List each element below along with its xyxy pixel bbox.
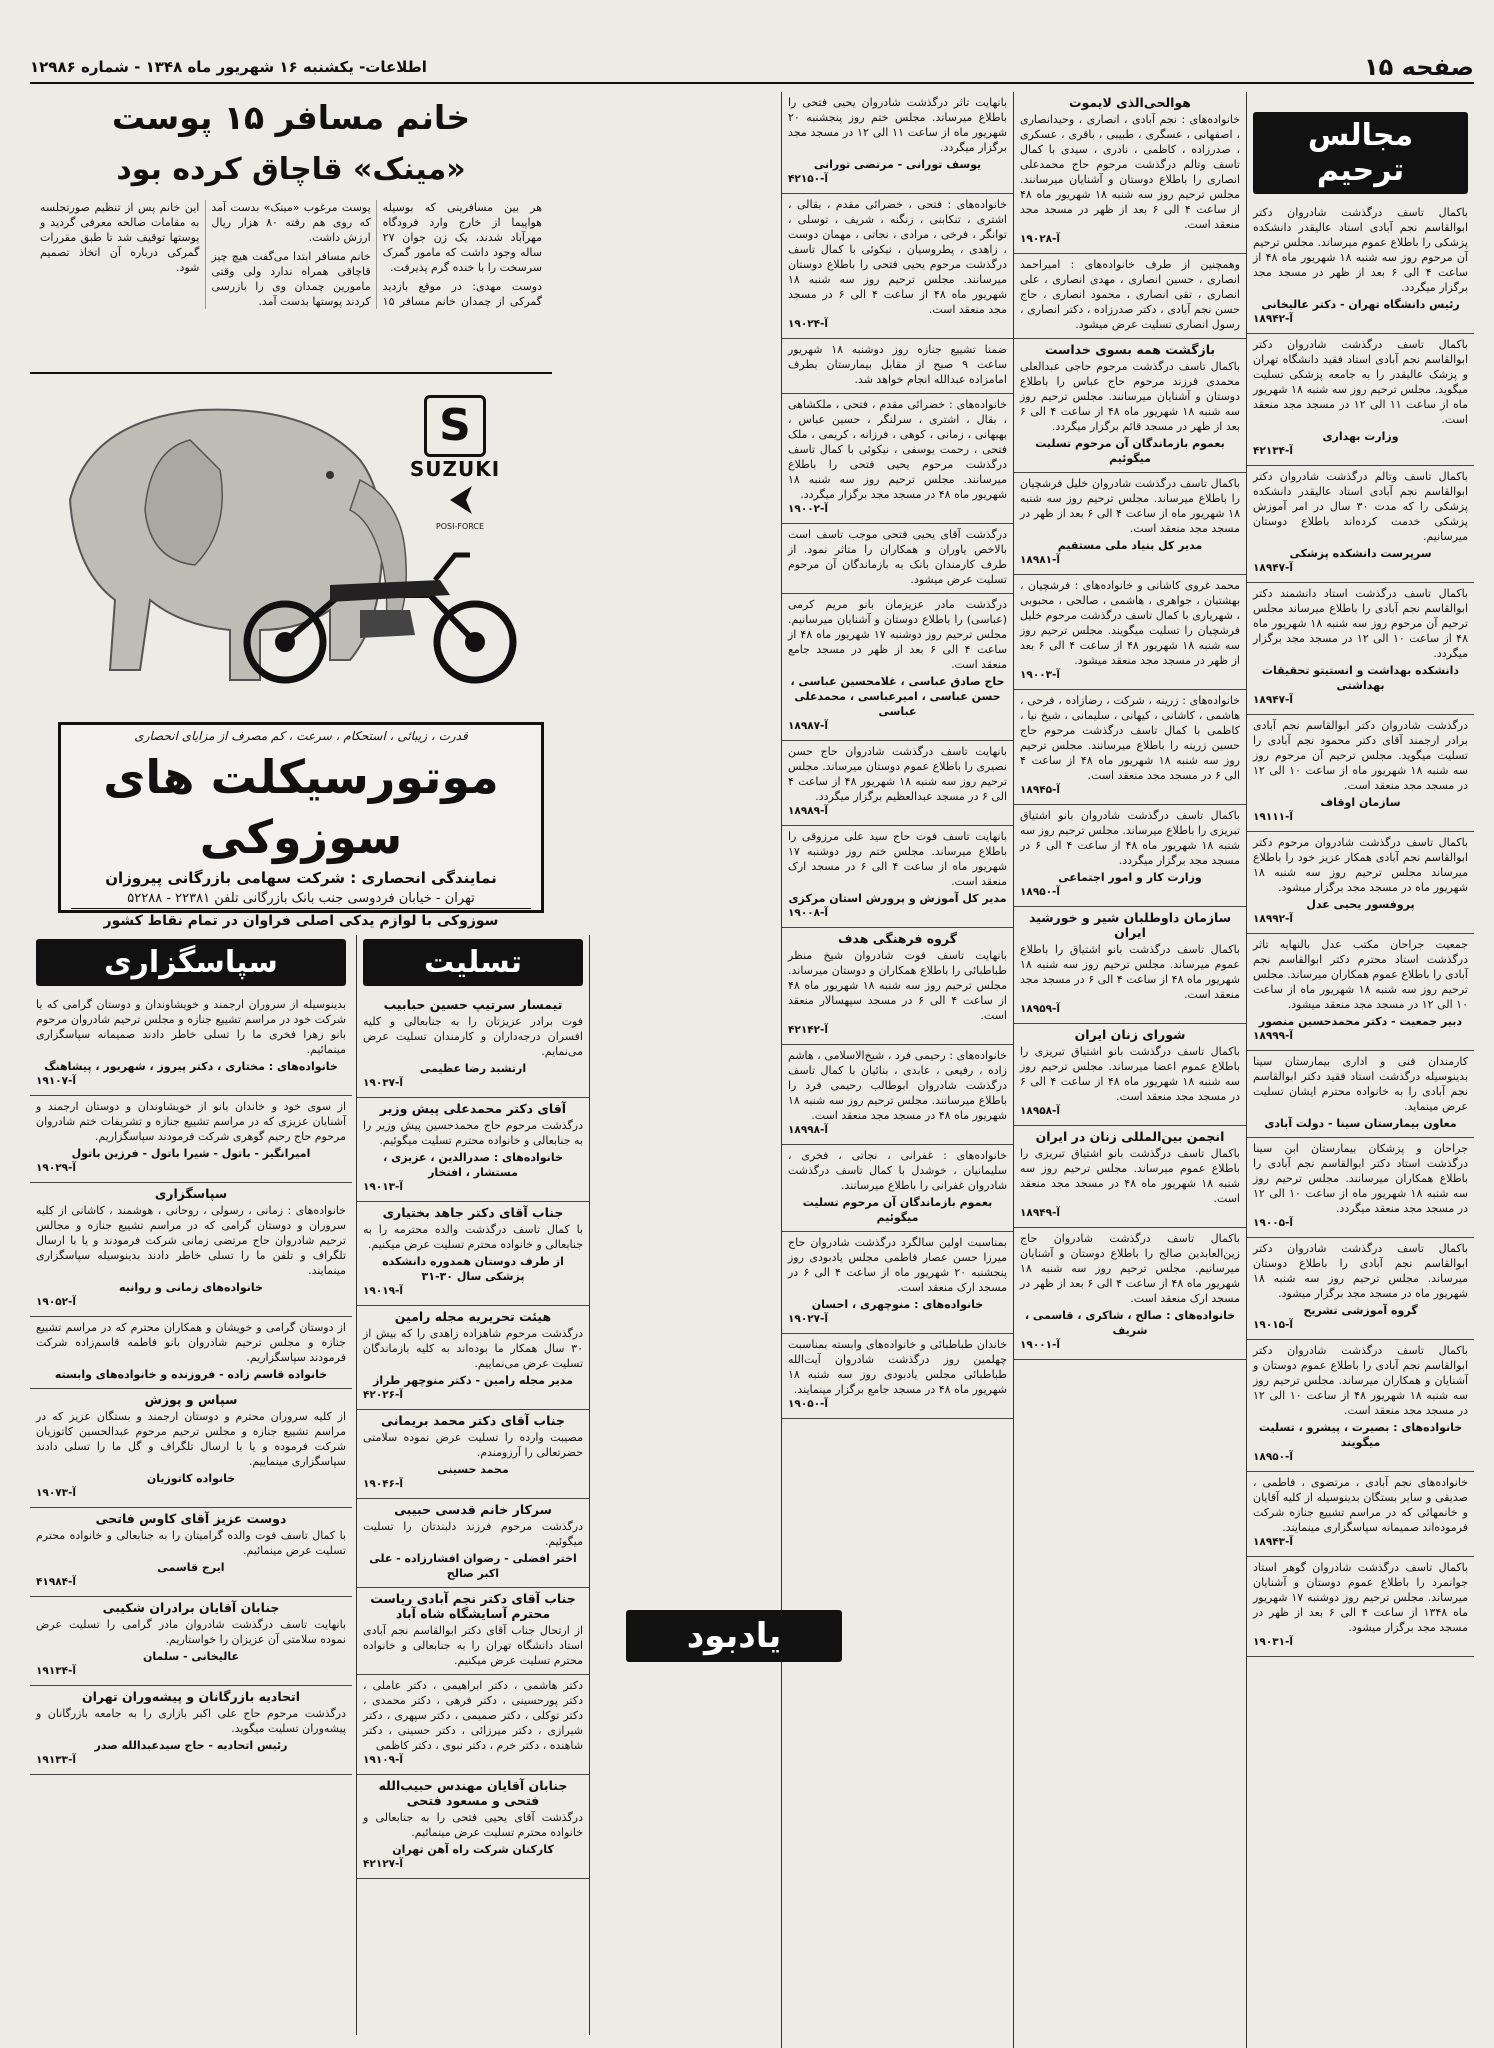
yadbood-block — [620, 1606, 848, 1668]
notice-body: بمناسبت اولین سالگرد درگذشت شادروان حاج میرزا حسن عصار فاطمی مجلس یادبودی روز پنجشنبه ۲۰ شهریور ماه از ساعت ۴ الی ۶ در مسجد ارک منعقد است. — [788, 1236, 1007, 1294]
notice-body: خانواده‌های : غفرانی ، نجاتی ، فخری ، سلیمانیان ، خوشدل با کمال تاسف درگذشت شادروان غفرانی را باطلاع میرسانند. — [788, 1149, 1007, 1192]
notice — [357, 1775, 589, 1879]
posi-force-label: POSI-FORCE — [435, 522, 485, 531]
notice — [1014, 1024, 1246, 1126]
notice-body: درگذشت مرحوم شاهزاده زاهدی را که بیش از ۳۰ سال همکار ما بوده‌اند به کلیه بازماندگان تسلیت عرض می‌نماییم. — [363, 1327, 583, 1370]
notice-code: آ-۱۹۱۱۱ — [1253, 811, 1294, 823]
notice-body: بانهایت تاسف درگذشت شادروان حاج حسن نصیری را باطلاع عموم دوستان میرساند. مجلس ترحیم روز سه شنبه ۱۸ شهریور ۴۸ از ساعت ۴ الی ۶ در مسجد عبدالعظیم برگزار میگردد. — [788, 745, 1008, 803]
notice — [1247, 1557, 1474, 1657]
notice-code: آ-۱۸۹۵۸ — [1020, 1105, 1061, 1117]
notice-code: آ-۱۸۹۸۹ — [788, 805, 829, 817]
ad-tagline: قدرت ، زیبائی ، استحکام ، سرعت ، کم مصرف از مزایای انحصاری — [134, 729, 468, 743]
notice-title: گروه فرهنگی هدف — [838, 931, 957, 946]
notice — [1247, 1051, 1474, 1138]
notice-body: باکمال تاسف درگذشت شادروان مرحوم دکتر ابوالقاسم نجم آبادی همکار عزیز خود را باطلاع میرساند مجلس ترحیم روز سه شنبه ۱۸ شهریور ماه در مسجد مجد برگزار میشود. — [1253, 836, 1468, 894]
story-headline-1: خانم مسافر ۱۵ پوست — [111, 98, 471, 137]
notice — [1247, 202, 1474, 334]
notice-signature: خانواده‌های : منوچهری ، احسان — [811, 1298, 984, 1311]
notice-signature: سرپرست دانشکده پزشکی — [1289, 547, 1432, 560]
notice — [1014, 1228, 1246, 1360]
notice-body: باکمال تاسف درگذشت استاد دانشمند دکتر ابوالقاسم نجم آبادی را باطلاع میرساند مجلس ترحیم آن مرحوم روز سه شنبه ۱۸ شهریور ماه ۴۸ از ساعت ۱۰ الی ۱۲ در مسجد مجد برگزار میگردد. — [1253, 587, 1468, 660]
notice-code: آ-۴۲۱۳۴ — [1253, 445, 1294, 457]
notice-body: باکمال تاسف درگذشت شادروان بانو اشتیاق تبریزی را باطلاع میرساند. مجلس ترحیم روز سه شنبه ۱۸ شهریور ماه ۴۸ از ساعت ۴ الی ۶ در مسجد مجد برگزار میگردد. — [1020, 809, 1240, 867]
notice-body: باکمال تاسف درگذشت بانو اشتیاق تبریزی را باطلاع عموم اعضا میرساند. مجلس ترحیم روز سه شنبه ۱۸ شهریور ماه ۴۸ از ساعت ۴ الی ۶ در مسجد مجد منعقد است. — [1020, 1045, 1240, 1103]
notice — [1247, 934, 1474, 1051]
ad-dealer: نمایندگی انحصاری : شرکت سهامی بازرگانی پیروزان — [105, 869, 497, 887]
notice-code: آ-۱۹۰۳۷ — [363, 1077, 404, 1089]
notice-code: آ-۱۹۰۱۵ — [1253, 1319, 1294, 1331]
notice-body: از دوستان گرامی و خویشان و همکاران محترم که در مراسم تشییع جنازه و مجلس ترحیم شادروان بانو فاطمه قاسم‌زاده شرکت فرمودند سپاسگزاریم. — [36, 1321, 346, 1364]
notice-code: آ-۴۲۰۲۶ — [363, 1389, 404, 1401]
notice-body: ضمنا تشییع جنازه روز دوشنبه ۱۸ شهریور ساعت ۹ صبح از مقابل بیمارستان بطرف امامزاده عبدالله انجام خواهد شد. — [788, 343, 1007, 386]
notice — [1247, 334, 1474, 466]
notice-code: آ-۱۸۹۴۷ — [1253, 694, 1294, 706]
suzuki-wordmark: SUZUKI — [409, 457, 501, 481]
notice-signature: رئیس دانشگاه تهران - دکتر عالیخانی — [1261, 298, 1460, 311]
notice-code: آ-۱۸۹۹۲ — [1253, 913, 1294, 925]
notice-code: آ-۱۸۹۸۱ — [1020, 554, 1061, 566]
masthead: اطلاعات- یکشنبه ۱۶ شهریور ماه ۱۳۴۸ - شماره ۱۲۹۸۶ — [30, 58, 427, 76]
story-paragraph: خانم مسافر ابتدا می‌گفت هیچ چیز قاچاقی همراه ندارد ولی وقتی مامورین چمدان وی را بازرسی کردند پوستها بدست آمد. — [211, 250, 371, 308]
notice-signature: معاون بیمارستان سینا - دولت آبادی — [1264, 1117, 1457, 1130]
notice-list — [1247, 202, 1474, 1657]
notice-code: آ-۱۸۹۵۹ — [1020, 1003, 1061, 1015]
notice — [357, 994, 589, 1098]
notice-signature: امیرانگیز - باتول - شیرا باتول - فرزین باتول — [71, 1147, 311, 1160]
notice-body: بدینوسیله از سروران ارجمند و خویشاوندان و دوستان گرامی که با شرکت خود در مراسم تشییع جنازه و مجلس ترحیم شادروان مرحوم بانو زهرا فخری ما را تسلی خاطر دادند صمیمانه سپاسگزاری مینمائیم. — [36, 998, 346, 1056]
notice-signature: گروه آموزشی تشریح — [1303, 1304, 1418, 1317]
notice-list — [30, 994, 352, 1775]
posi-force-badge — [430, 480, 490, 531]
notice — [782, 194, 1013, 339]
notice-code: آ-۱۹۰۴۶ — [363, 1478, 404, 1490]
notice — [782, 826, 1013, 928]
notice-code: آ-۱۹۱۰۹ — [363, 1754, 404, 1766]
notice — [357, 1306, 589, 1410]
notice-code: آ-۱۹۱۳۳ — [36, 1754, 77, 1766]
notice-code: آ-۱۹۰۲۷ — [788, 1313, 829, 1325]
notice — [30, 1096, 352, 1183]
column-majales-right — [1246, 92, 1474, 2048]
notice — [782, 741, 1013, 826]
notice — [1247, 466, 1474, 583]
notice-title: سازمان داوطلبان شیر و خورشید ایران — [1028, 910, 1232, 940]
notice-body: درگذشت مرحوم حاج محمدحسین پیش وزیر را به جنابعالی و خانواده محترم تسلیت میگوئیم. — [363, 1119, 583, 1147]
notice-body: خانواده‌های : رحیمی فرد ، شیخ‌الاسلامی ، هاشم زاده ، رفیعی ، عابدی ، بنائیان با کمال تاسف درگذشت شادروان ابوطالب رحیمی فرد را باطلاع میرسانند. مجلس ترحیم روز سه شنبه ۱۸ شهریور ماه ۴۸ در مسجد مجد منعقد است. — [788, 1049, 1007, 1122]
notice-body: باکمال تاسف درگذشت شادروان گوهر استاد جوانمرد را باطلاع عموم دوستان و آشنایان میرساند. مجلس ترحیم روز دوشنبه ۱۷ شهریور ماه ۱۳۴۸ از ساعت ۴ الی ۶ بعد از ظهر در مسجد مجد برگزار میشود. — [1253, 1561, 1468, 1634]
notice-body: فوت برادر عزیزتان را به جنابعالی و کلیه افسران درجه‌داران و کارمندان تسلیت عرض می‌نمایم. — [363, 1015, 583, 1058]
notice-body: خانواده‌های نجم آبادی ، مرتضوی ، فاطمی ، صدیقی و سایر بستگان بدینوسیله از کلیه آقایان و خانمهائی که در مراسم تشییع جنازه شرکت فرموده‌اند صمیمانه سپاسگزاری مینمایند. — [1253, 1476, 1468, 1534]
notice-body: باکمال تاسف درگذشت بانو اشتیاق را باطلاع عموم میرساند. مجلس ترحیم روز سه شنبه ۱۸ شهریور ماه ۴۸ از ساعت ۴ الی ۶ در مسجد مجد منعقد است. — [1020, 943, 1240, 1001]
ad-address: تهران - خیابان فردوسی جنب بانک بازرگانی تلفن ۲۲۳۸۱ - ۵۲۲۸۸ — [127, 891, 475, 906]
notice-list — [782, 92, 1013, 1419]
notice-title: انجمن بین‌المللی زنان در ایران — [1035, 1129, 1225, 1144]
notice — [782, 1145, 1013, 1232]
suzuki-ad-box — [58, 722, 544, 929]
notice-code: آ-۱۹۰۰۵ — [1253, 1217, 1294, 1229]
notice — [30, 1597, 352, 1686]
notice-code: آ-۱۸۹۴۵ — [1020, 784, 1061, 796]
notice-code: آ-۱۹۰۲۹ — [36, 1162, 77, 1174]
notice-code: آ-۴۱۹۸۴ — [36, 1576, 77, 1588]
notice-code: آ-۱۹۰۲۴ — [788, 318, 829, 330]
notice — [1014, 473, 1246, 575]
notice — [1014, 575, 1246, 690]
suzuki-logo — [400, 395, 510, 481]
notice-signature: سازمان اوقاف — [1320, 796, 1401, 809]
story-body — [30, 196, 552, 313]
story-headline-2: «مینک» قاچاق کرده بود — [116, 152, 466, 187]
notice-signature: از طرف دوستان همدوره دانشکده پزشکی سال ۳۰-۳۱ — [382, 1255, 564, 1283]
notice-code: آ-۴۲۱۲۷ — [363, 1858, 404, 1870]
notice-signature: دبیر جمعیت - دکتر محمدحسین منصور — [1258, 1015, 1463, 1028]
notice-signature: عالیخانی - سلمان — [142, 1650, 239, 1663]
notice-title: شورای زنان ایران — [1074, 1027, 1186, 1042]
notice-body: از کلیه سروران محترم و دوستان ارجمند و بستگان عزیز که در مراسم تشییع جنازه و مجلس ترحیم مرحوم عبدالحسین کاتوزیان شرکت فرموده و یا با ارسال تلگراف و گل ما را تسلی دادند سپاسگزاری مینماییم. — [36, 1410, 346, 1468]
notice-code: آ-۱۹۰۲۸ — [1020, 233, 1061, 245]
notice — [1247, 715, 1474, 832]
notice-code: آ-۱۹۰۷۳ — [36, 1487, 77, 1499]
notice-signature: محمد حسینی — [437, 1463, 509, 1476]
notice-code: آ-۱۹۱۳۴ — [36, 1665, 77, 1677]
notice-signature: یوسف تورانی - مرتضی تورانی — [813, 158, 982, 171]
notice-body: کارمندان فنی و اداری بیمارستان سینا بدینوسیله درگذشت استاد فقید دکتر ابوالقاسم نجم آبادی را به خانواده محترم ایشان تسلیت عرض مینماید. — [1253, 1055, 1468, 1113]
notice — [30, 1389, 352, 1508]
notice-body: درگذشت مرحوم فرزند دلبندتان را تسلیت میگوئیم. — [363, 1520, 583, 1548]
notice-title: هوالحی‌الذی لایموت — [1069, 95, 1191, 110]
notice — [1247, 1138, 1474, 1238]
notice — [1247, 1472, 1474, 1557]
notice-body: از ارتحال جناب آقای دکتر ابوالقاسم نجم آبادی استاد دانشگاه تهران را به جنابعالی و خانواده محترم تسلیت عرض میکنیم. — [363, 1624, 583, 1667]
notice-body: بانهایت تاثر درگذشت شادروان یحیی فتحی را باطلاع میرساند. مجلس ختم روز پنجشنبه ۲۰ شهریور ماه از ساعت ۱۱ الی ۱۲ در مسجد مجد برگزار میگردد. — [788, 96, 1007, 154]
notice-code: آ-۱۸۹۵۰ — [1020, 886, 1061, 898]
notice-code: آ-۱۹۰۵۲ — [36, 1296, 77, 1308]
notice — [782, 92, 1013, 194]
notice-body: خانواده‌های : خضرائی مقدم ، فتحی ، ملکشاهی ، بقال ، اشتری ، سرلنگر ، حسین عباس ، بهبهانی ، زمانی ، کوهی ، فرزانه ، کریمی ، ملک فتحی ، رحمت یوسفی ، نیکوئی با کمال تاسف درگذشت مرحوم یحیی فتحی را باطلاع میرسانند. مجلس ترحیم روز سه شنبه ۱۸ شهریور ماه ۴۸ در مسجد مجد برگزار میگردد. — [788, 398, 1007, 501]
notice-signature: خانواده قاسم زاده - فروزنده و خانواده‌های وابسته — [54, 1368, 328, 1381]
notice-code: آ-۱۹۰۰۱ — [1020, 1339, 1061, 1351]
section-heading-majales: مجالس ترحیم — [1253, 112, 1468, 194]
notice-signature: دانشکده بهداشت و انستیتو تحقیقات بهداشتی — [1261, 664, 1460, 692]
notice-body: با کمال تاسف درگذشت والده محترمه را به جنابعالی و خانواده محترم تسلیت عرض میکنیم. — [363, 1223, 583, 1251]
notice-body: باکمال تاسف درگذشت شادروان خلیل فرشچیان را باطلاع میرساند. مجلس ترحیم روز سه شنبه ۱۸ شهریور ماه از ساعت ۴ الی ۶ بعد از ظهر در مسجد مجد منعقد است. — [1020, 477, 1240, 535]
notice-signature: وزارت کار و امور اجتماعی — [1058, 871, 1202, 884]
notice — [357, 1499, 589, 1588]
notice-code: آ-۱۸۹۹۹ — [1253, 1030, 1294, 1042]
notice-body: محمد غروی کاشانی و خانواده‌های : فرشچیان ، بهشتیان ، جواهری ، هاشمی ، صالحی ، محبوبی ، شهریاری با کمال تاسف درگذشت مرحوم خلیل فرشچیان را تسلیت میگویند. مجلس ترحیم روز سه شنبه ۱۸ شهریور ۴۸ از ساعت ۴ الی ۶ بعد از ظهر در مسجد مجد منعقد میشود. — [1020, 579, 1241, 667]
notice-signature: بعموم بازماندگان آن مرحوم تسلیت میگوئیم — [802, 1196, 993, 1224]
notice — [1014, 1126, 1246, 1228]
notice-title: آقای دکتر محمدعلی پیش وزیر — [379, 1101, 567, 1116]
notice-body: خانواده‌های : زمانی ، رسولی ، روحانی ، هوشمند ، کاشانی از کلیه سروران و دوستان گرامی که در مراسم تشییع جنازه و مجالس ترحیم شادروان حاج مرتضی زمانی شرکت فرمودند و یا با ارسال تلگراف و تلفن ما را تسلی خاطر دادند بدینوسیله سپاسگزاری مینمایند. — [36, 1204, 346, 1277]
news-story — [30, 92, 552, 374]
notice — [782, 339, 1013, 394]
section-heading-taslit: تسلیت — [363, 939, 583, 986]
notice — [782, 928, 1013, 1045]
section-heading-sepas: سپاسگزاری — [36, 939, 346, 986]
notice-signature: خانواده‌های : بصیرت ، پیشرو ، تسلیت میگویند — [1258, 1421, 1463, 1449]
notice-body: بانهایت تاسف فوت حاج سید علی مرزوقی را باطلاع میرساند. مجلس ختم روز دوشنبه ۱۷ شهریور ماه از ساعت ۴ الی ۶ در مسجد ارک منعقد است. — [788, 830, 1007, 888]
notice-code: آ-۱۹۰۱۹ — [363, 1285, 404, 1297]
notice — [30, 994, 352, 1096]
notice-body: باکمال تاسف درگذشت شادروان دکتر ابوالقاسم نجم آبادی را باطلاع عموم دوستان و آشنایان و همکاران میرساند. مجلس ترحیم روز سه شنبه ۱۸ شهریور ۴۸ از ساعت ۱۰ الی ۱۲ در مسجد مجد منعقد است. — [1253, 1344, 1468, 1417]
ad-brand: موتورسیکلت های سوزوکی — [103, 750, 499, 864]
notice-code: آ-۱۸۹۴۳ — [1253, 1536, 1294, 1548]
notice-body: باکمال تاسف وتالم درگذشت شادروان دکتر ابوالقاسم نجم آبادی استاد عالیقدر دانشکده پزشکی را که مدت ۳۰ سال در امر آموزش پزشکی خدمت کرده‌اند باطلاع دوستان میرسانیم. — [1253, 470, 1468, 543]
notice-signature: پروفسور یحیی عدل — [1306, 898, 1415, 911]
notice-body: باکمال تاسف درگذشت مرحوم حاجی عبدالعلی محمدی فرزند مرحوم حاج عباس را باطلاع دوستان و آشنایان میرسانند. مجلس ترحیم روز سه شنبه ۱۸ شهریور ماه ۴۸ از ساعت ۴ الی ۶ بعد از ظهر در مسجد قائم برگزار میگردد. — [1020, 360, 1240, 433]
notice-signature: بعموم بازماندگان آن مرحوم تسلیت میگوئیم — [1035, 437, 1225, 465]
notice — [1014, 907, 1246, 1024]
notice-signature: ایرج قاسمی — [157, 1561, 225, 1574]
notice-code: آ-۱۹۰۰۳ — [1020, 669, 1061, 681]
notice-signature: کارکنان شرکت راه آهن تهران — [392, 1843, 554, 1856]
notice-code: آ-۴۲۱۵۰ — [788, 173, 829, 185]
notice-signature: حاج صادق عباسی ، غلامحسین عباسی ، حسن عباسی ، امیرعباسی ، محمدعلی عباسی — [790, 675, 1005, 718]
notice-title: اتحادیه بازرگانان و پیشه‌وران تهران — [81, 1689, 301, 1704]
notice-body: درگذشت آقای یحیی فتحی را به جنابعالی و خانواده محترم تسلیت عرض مینمائیم. — [363, 1811, 583, 1839]
notice-title: جناب آقای دکتر نجم آبادی ریاست محترم آسایشگاه شاه آباد — [370, 1591, 576, 1621]
story-paragraph: این خانم پس از تنظیم صورتجلسه به مقامات صالحه معرفی گردید و پوستها توقیف شد تا طبق مقررات گمرکی درباره آن اتخاذ تصمیم شود. — [40, 201, 200, 274]
notice-code: آ-۱۸۹۴۲ — [1253, 313, 1294, 325]
notice-body: باکمال تاسف درگذشت شادروان دکتر ابوالقاسم نجم آبادی را باطلاع دوستان میرساند. مجلس ترحیم روز سه شنبه ۱۸ شهریور ماه در مسجد مجد برگزار میشود. — [1253, 1242, 1468, 1300]
column-taslit — [356, 935, 590, 2035]
notice — [1247, 1238, 1474, 1340]
notice — [782, 524, 1013, 594]
notice-code: آ-۴۲۱۴۲ — [788, 1024, 829, 1036]
notice-body: درگذشت شادروان دکتر ابوالقاسم نجم آبادی برادر ارجمند آقای دکتر محمود نجم آبادی را تسلیت میگوید. مجلس ترحیم آن مرحوم روز سه شنبه ۱۸ شهریور ماه از ساعت ۱۰ الی ۱۲ در مسجد مجد منعقد است. — [1253, 719, 1468, 792]
notice-list — [1014, 92, 1246, 1360]
notice — [1014, 92, 1246, 254]
notice-title: جناب آقای دکتر جاهد بختیاری — [382, 1205, 564, 1220]
notice — [782, 1334, 1013, 1419]
notice-title: بازگشت همه بسوی خداست — [1044, 342, 1216, 357]
notice-signature: خانواده‌های : مختاری ، دکتر پیروز ، شهریور ، پیشاهنگ — [44, 1060, 338, 1073]
notice-body: باکمال تاسف درگذشت شادروان دکتر ابوالقاسم نجم آبادی استاد عالیقدر دانشکده پزشکی را باطلاع عموم میرساند. مجلس ترحیم آن مرحوم روز سه شنبه ۱۸ شهریور ماه ۴۸ از ساعت ۴ الی ۶ بعد از ظهر در مسجد مجد برگزار میگردد. — [1253, 206, 1468, 294]
notice-code: آ-۱۹۰۳۱ — [1253, 1636, 1294, 1648]
notice-body: خاندان طباطبائی و خانواده‌های وابسته بمناسبت چهلمین روز درگذشت شادروان آیت‌الله طباطبائی مجلس یادبودی روز سه شنبه ۱۸ شهریور ماه ۴۸ در مسجد جامع برگزار مینمایند. — [788, 1338, 1007, 1396]
notice-signature: ارتشبد رضا عظیمی — [419, 1062, 527, 1075]
notice-body: وهمچنین از طرف خانواده‌های : امیراحمد انصاری ، حسین انصاری ، مهدی انصاری ، علی انصاری ، تقی انصاری ، محمود انصاری ، حاج حسن نجم آبادی ، دکتر صدرزاده ، دکتر انصاری ، رسول انصاری تسلیت عرض میشود. — [1020, 258, 1240, 331]
notice-title: سپاسگزاری — [154, 1186, 228, 1201]
notice-body: باکمال تاسف درگذشت بانو اشتیاق تبریزی را باطلاع عموم میرساند. مجلس ترحیم روز سه شنبه ۱۸ شهریور ماه ۴۸ در مسجد مجد منعقد است. — [1020, 1147, 1241, 1205]
notice — [1247, 1340, 1474, 1472]
notice-signature: خانواده‌های : صدرالدین ، عزیزی ، مستشار ، افتخار — [383, 1151, 563, 1179]
notice — [1247, 583, 1474, 715]
notice-code: آ-۱۹۱۰۷ — [36, 1075, 77, 1087]
notice-body: باکمال تاسف درگذشت شادروان حاج زین‌العابدین صالح را باطلاع دوستان و آشنایان میرسانیم. مجلس ترحیم روز سه شنبه ۱۸ شهریور ماه ۴۸ از ساعت ۴ الی ۶ بعد از ظهر در مسجد ارک منعقد است. — [1020, 1232, 1240, 1305]
arrow-icon — [440, 480, 480, 520]
page-header — [30, 52, 1474, 84]
story-paragraph: هر بین مسافرینی که بوسیله هواپیما از خارج وارد فرودگاه مهرآباد شدند، یک زن جوان ۲۷ ساله وجود داشت که مامور گمرک سرسخت را با خنده گرم پذیرفت. — [382, 201, 542, 274]
notice-signature: خانواده‌های زمانی و روانیه — [119, 1281, 263, 1294]
notice-signature: مدیر کل آموزش و پرورش استان مرکزی — [788, 892, 1007, 905]
notice — [30, 1508, 352, 1597]
notice-title: جناب آقای دکتر محمد بریمانی — [381, 1413, 565, 1428]
notice-body: بانهایت تاسف فوت شادروان شیخ منظر طباطبائی را باطلاع همکاران و دوستان میرساند. مجلس ترحیم روز سه شنبه ۱۸ شهریور ماه ۴۸ از ساعت ۴ الی ۶ در مسجد سپهسالار منعقد است. — [788, 949, 1007, 1022]
notice-title: سپاس و پوزش — [144, 1392, 238, 1407]
notice-body: از سوی خود و خاندان بانو از خویشاوندان و دوستان ارجمند و آشنایان عزیزی که در مراسم تشییع جنازه و تشریفات ختم شادروان مرحوم حاج رحیم گوهری شرکت فرمودند سپاسگزاریم. — [36, 1100, 346, 1143]
notice — [1247, 832, 1474, 934]
notice-body: مصیبت وارده را تسلیت عرض نموده سلامتی حضرتعالی را آرزومندم. — [363, 1431, 583, 1459]
notice-body: خانواده‌های : نجم آبادی ، انصاری ، وحیدانصاری ، اصفهانی ، عسگری ، طبیبی ، باقری ، عسکری ، صدرزاده ، کاظمی ، نادری ، سیدی با کمال تاسف وتالم درگذشت مرحوم حاج محمدعلی انصاری را باطلاع دوستان و آشنایان میرسانند. مجلس ترحیم روز سه شنبه ۱۸ شهریور ماه ۴۸ از ساعت ۴ الی ۶ بعد از ظهر در مسجد مجد منعقد است. — [1020, 113, 1240, 231]
notice — [782, 394, 1013, 524]
notice-body: بانهایت تاسف درگذشت شادروان مادر گرامی را تسلیت عرض نموده سلامتی آن عزیزان را خواستاریم. — [36, 1618, 346, 1646]
notice — [30, 1317, 352, 1389]
notice — [357, 1588, 589, 1675]
notice-body: جمعیت جراحان مکتب عدل بالنهایه تاثر درگذشت استاد محترم دکتر ابوالقاسم نجم آبادی را باطلاع عموم همکاران میرساند. مجلس ترحیم روز سه شنبه ۱۸ شهریور ماه از ساعت ۱۰ الی ۱۲ در مسجد مجد منعقد میشود. — [1253, 938, 1468, 1011]
notice-body: خانواده‌های : زرینه ، شرکت ، رضازاده ، فرحی ، هاشمی ، کاشانی ، کیهانی ، سلیمانی ، شیخ نیا ، کاظمی با کمال تاسف درگذشت مرحوم حاج حسین زرینه را باطلاع میرسانند. مجلس ترحیم روز سه شنبه ۱۸ شهریور ماه ۴۸ از ساعت ۴ الی ۶ در مسجد مجد منعقد است. — [1020, 694, 1240, 782]
notice-signature: مدیر کل بنیاد ملی مستقیم — [1057, 539, 1203, 552]
notice-body: درگذشت مرحوم حاج علی اکبر بازاری را به جامعه بازرگانان و پیشه‌وران تسلیت میگوید. — [36, 1707, 346, 1735]
notice-code: آ-۱۸۹۴۷ — [1253, 562, 1294, 574]
notice-code: آ-۱۹۰۵۰ — [788, 1398, 829, 1410]
notice-body: جراحان و پزشکان بیمارستان ابن سینا درگذشت استاد دکتر ابوالقاسم نجم آبادی را باطلاع همکاران میرسانند. مجلس ترحیم روز سه شنبه ۱۸ شهریور ماه از ساعت ۱۰ الی ۱۲ در مسجد مجد منعقد میگردد. — [1253, 1142, 1468, 1215]
notice — [782, 1232, 1013, 1334]
notice — [1014, 690, 1246, 805]
notice-title: جنابان آقایان برادران شکیبی — [102, 1600, 280, 1615]
suzuki-s-icon: S — [424, 395, 486, 457]
notice — [782, 594, 1013, 741]
notice-body: درگذشت آقای یحیی فتحی موجب تاسف است بالاخص یاوران و همکاران را متاثر نمود. از طرف کارمندان بانک به بازماندگان آن مرحوم تسلیت عرض میشود. — [788, 528, 1007, 586]
notice-list — [357, 994, 589, 1879]
notice-code: آ-۱۸۹۸۷ — [788, 720, 829, 732]
notice-title: سرکار خانم قدسی حبیبی — [394, 1502, 552, 1517]
notice — [357, 1675, 589, 1775]
notice — [1014, 254, 1246, 339]
notice-signature: مدیر مجله رامین - دکتر منوچهر طراز — [373, 1374, 573, 1387]
notice-code: آ-۱۸۹۹۸ — [788, 1124, 829, 1136]
notice-signature: اختر افضلی - رضوان افشارزاده - علی اکبر صالح — [369, 1552, 577, 1580]
notice — [357, 1098, 589, 1202]
notice-signature: خانواده‌های : صالح ، شاکری ، قاسمی ، شریف — [1024, 1309, 1236, 1337]
notice — [1014, 805, 1246, 907]
ad-footer: سوزوکی با لوازم یدکی اصلی فراوان در تمام نقاط کشور — [71, 908, 531, 933]
story-paragraph: دوست مهدی: در موقع بازدید گمرکی از چمدان خانم مسافر ۱۵ پوست مرغوب «مینک» بدست آمد که روی هم رفته ۸۰ هزار ریال ارزش داشت. — [211, 201, 542, 308]
notice — [30, 1686, 352, 1775]
notice — [357, 1202, 589, 1306]
notice-code: آ-۱۹۰۰۲ — [788, 503, 829, 515]
column-sepas — [30, 935, 352, 2035]
page-number: صفحه ۱۵ — [1364, 53, 1474, 81]
notice-code: آ-۱۹۰۱۳ — [363, 1181, 404, 1193]
notice-title: دوست عزیز آقای کاوس فاتحی — [95, 1511, 287, 1526]
notice — [1014, 339, 1246, 473]
notice-code: آ-۱۸۹۴۹ — [1020, 1207, 1061, 1219]
notice-signature: رئیس اتحادیه - حاج سیدعبدالله صدر — [94, 1739, 288, 1752]
notice-body: خانواده‌های : فتحی ، خضرائی مقدم ، بقالی ، اشتری ، تنکابنی ، زنگنه ، شریف ، توسلی ، توانگر ، فرخی ، مرادی ، نجاتی ، مهمان دوست ، زاهدی ، پطروسیان ، نیکوئی با کمال تاسف درگذشت مرحوم یحیی فتحی را باطلاع دوستان میرسانند. مجلس ترحیم روز سه شنبه ۱۸ شهریور ماه ۴۸ از ساعت ۴ الی ۶ در مسجد مجد منعقد است. — [788, 198, 1007, 316]
notice-signature: وزارت بهداری — [1322, 430, 1399, 443]
notice — [357, 1410, 589, 1499]
notice-signature: خانواده کاتوزیان — [146, 1472, 236, 1485]
notice-code: آ-۱۸۹۵۰ — [1253, 1451, 1294, 1463]
notice-body: درگذشت مادر عزیزمان بانو مریم کرمی (عباسی) را باطلاع دوستان و آشنایان میرسانیم. مجلس ترحیم روز دوشنبه ۱۷ شهریور ماه ۴۸ از ساعت ۴ الی ۶ بعد از ظهر در مسجد جامع منعقد است. — [788, 598, 1007, 671]
notice-title: تیمسار سرتیپ حسین حبابیب — [383, 997, 563, 1012]
notice — [782, 1045, 1013, 1145]
notice — [30, 1183, 352, 1317]
section-heading-yadbood: یادبود — [626, 1610, 842, 1662]
notice-code: آ-۱۹۰۰۸ — [788, 907, 829, 919]
column-3 — [781, 92, 1013, 2048]
notice-title: جنابان آقایان مهندس حبیب‌الله فتحی و مسعود فتحی — [378, 1778, 568, 1808]
notice-body: باکمال تاسف درگذشت شادروان دکتر ابوالقاسم نجم آبادی استاد فقید دانشگاه تهران و پزشک عالیقدر را به جامعه پزشکی تسلیت میگوید. مجلس ترحیم روز سه شنبه ۱۸ شهریور ماه از ساعت ۱۱ الی ۱۲ در مسجد مجد منعقد است. — [1253, 338, 1468, 426]
column-2 — [1013, 92, 1246, 2048]
notice-title: هیئت تحریریه مجله رامین — [394, 1309, 552, 1324]
notice-body: دکتر هاشمی ، دکتر ابراهیمی ، دکتر عاملی ، دکتر پورحسینی ، دکتر فرهی ، دکتر محمدی ، دکتر توکلی ، دکتر صمیمی ، دکتر سپهری ، دکتر شیرازی ، دکتر میرزائی ، دکتر حسینی ، دکتر شاهنده ، دکتر خرم ، دکتر نبوی ، دکتر کاظمی — [363, 1679, 583, 1752]
notice-body: با کمال تاسف فوت والده گرامیتان را به جنابعالی و خانواده محترم تسلیت عرض مینمائیم. — [36, 1529, 346, 1557]
